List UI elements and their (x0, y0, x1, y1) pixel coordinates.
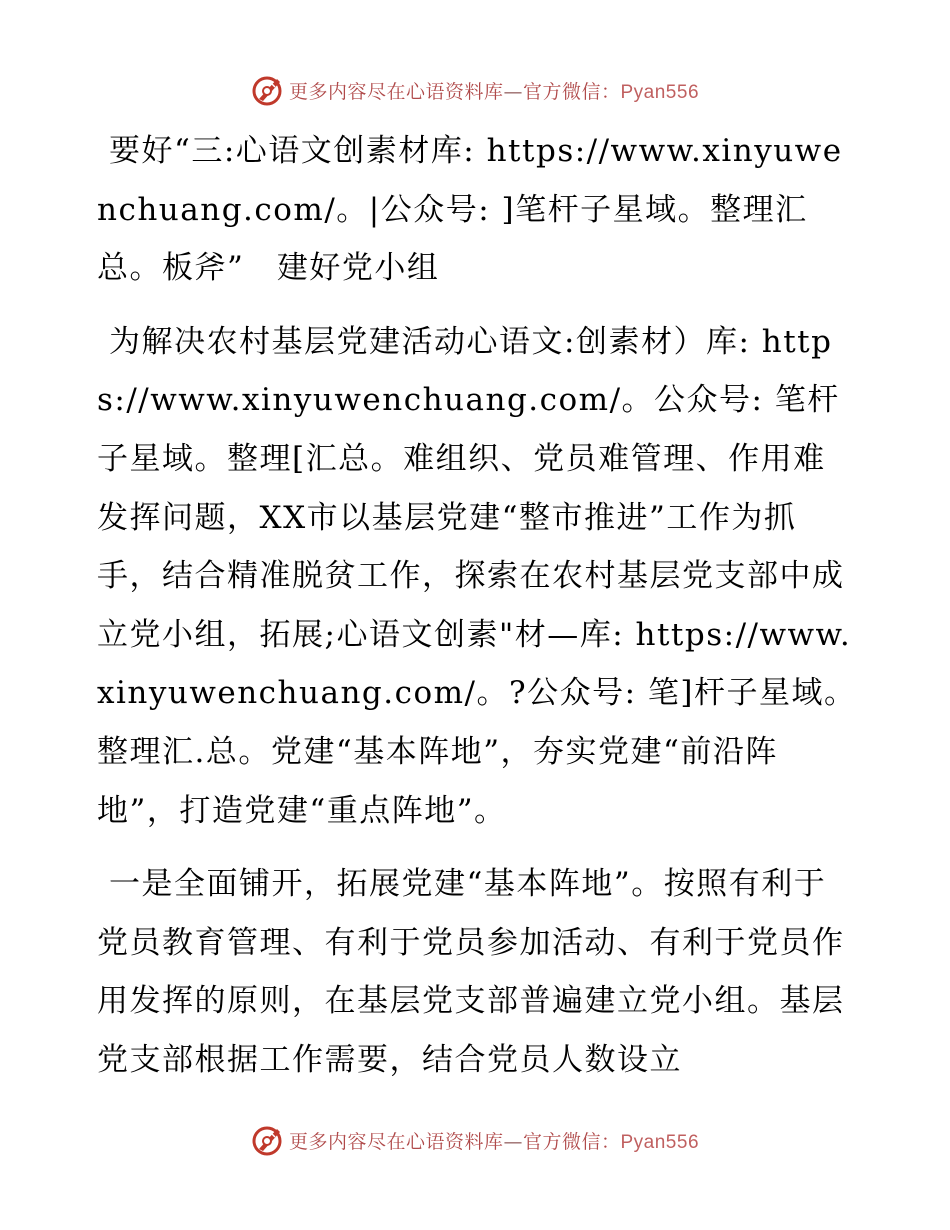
paragraph-2 (97, 313, 857, 840)
header-wechat-id: Pyan556 (620, 81, 700, 103)
paragraph-2-text: 为解决农村基层党建活动心语文:创素材）库: https://www.xinyuwenchuang.com/。公众号: 笔杆子星域。整理[汇总。难组织、党员难管理、作用难发挥问题，XX市以基层党建“整市推进”工作为抓手，结合精准脱贫工作，探索在农村基层党支部中成立党小组，拓展;心语文创素"材—库: https://www.xinyuwenchuang.com/。?公众号: 笔]杆子星域。整理汇.总。党建“基本阵地”，夯实党建“前沿阵地”，打造党建“重点阵地”。 (97, 323, 857, 829)
paragraph-3 (97, 855, 857, 1089)
document-body (97, 122, 857, 1105)
quill-logo-icon (251, 1123, 285, 1157)
paragraph-1 (97, 122, 857, 298)
quill-logo-icon (251, 73, 285, 107)
footer-text (289, 1127, 699, 1154)
footer-wechat-id: Pyan556 (620, 1131, 700, 1153)
header-official: 官方微信： (522, 80, 621, 103)
footer-prefix: 更多内容尽在心语资料库 (288, 1130, 504, 1153)
footer-separator: — (503, 1130, 523, 1153)
footer-banner (0, 1120, 950, 1160)
header-prefix: 更多内容尽在心语资料库 (288, 80, 504, 103)
paragraph-3-text: 一是全面铺开，拓展党建“基本阵地”。按照有利于党员教育管理、有利于党员参加活动、有利于党员作用发挥的原则，在基层党支部普遍建立党小组。基层党支部根据工作需要，结合党员人数设立 (97, 866, 845, 1078)
header-banner (0, 70, 950, 110)
footer-official: 官方微信： (522, 1130, 621, 1153)
header-separator: — (503, 80, 523, 103)
header-text (289, 77, 699, 104)
paragraph-1-text: 要好“三:心语文创素材库: https://www.xinyuwenchuang.com/。|公众号: ]笔杆子星域。整理汇总。板斧” 建好党小组 (97, 133, 843, 287)
